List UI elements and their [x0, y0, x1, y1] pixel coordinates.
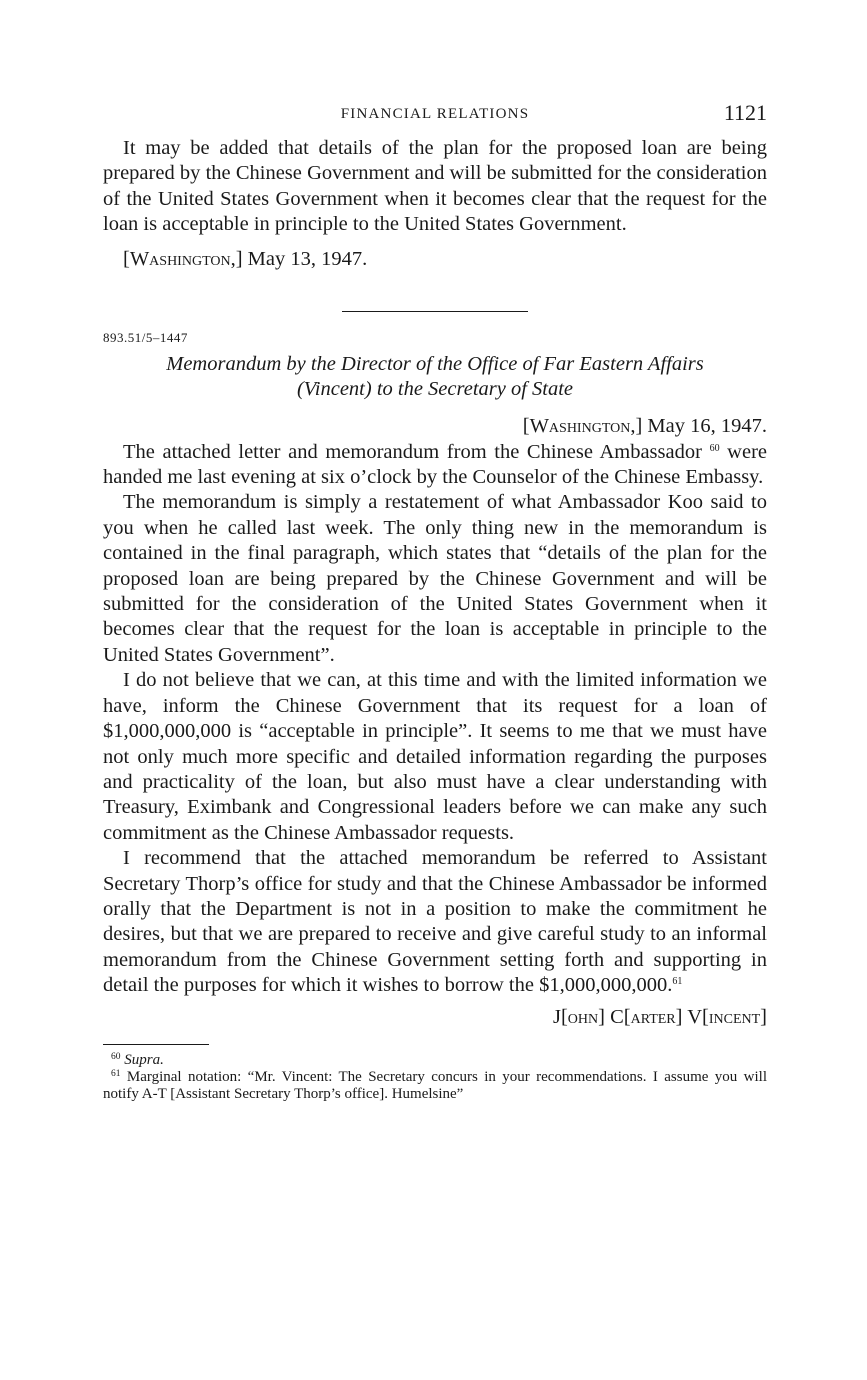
- footnote-text-61: Marginal notation: “Mr. Vincent: The Secretary concurs in your recommendations. I assume you will notify A-T [Assistant Secretary Thorp’s office]. Humelsine”: [103, 1068, 767, 1102]
- footnote-mark-60: 60: [111, 1051, 121, 1062]
- preceding-dateline-date: May 13, 1947.: [247, 247, 368, 270]
- document-title: [103, 352, 767, 403]
- document-title-line-1: Memorandum by the Director of the Office of Far Eastern Affairs: [166, 352, 704, 375]
- document-dateline-date: May 16, 1947.: [647, 414, 767, 437]
- footnote-61: [103, 1069, 767, 1103]
- document-title-line-2: (Vincent) to the Secretary of State: [296, 378, 574, 401]
- memorandum-body: [103, 440, 767, 999]
- body-paragraph-3: I do not believe that we can, at this time and with the limited information we have, inform the Chinese Government that its request for a loan of $1,000,000,000 is “acceptable in principle”. It seems to me that we must have not only much more specific and detailed information regarding the purposes and practicality of the loan, but also must have a clear understanding with Treasury, Eximbank and Congressional leaders before we can make any such commitment as the Chinese Ambassador requests.: [103, 669, 767, 844]
- footnote-ref-60: 60: [709, 442, 720, 454]
- body-paragraph-1: [103, 440, 767, 491]
- footnote-ref-61: 61: [672, 976, 683, 988]
- file-number: 893.51/5–1447: [103, 329, 188, 345]
- page-header: [103, 96, 767, 136]
- document-dateline-place: [Washington,]: [522, 414, 643, 437]
- body-paragraph-1-text-b: were handed me last evening at six o’clock by the Counselor of the Chinese Embassy.: [103, 440, 768, 489]
- body-paragraph-2: The memorandum is simply a restatement of what Ambassador Koo said to you when he called last week. The only thing new in the memorandum is contained in the final paragraph, which states that “details of the plan for the proposed loan are being prepared by the Chinese Government and will be submitted for the consideration of the United States Government when it becomes clear that the request for the loan is acceptable in principle to the United States Government”.: [103, 491, 767, 666]
- preceding-paragraph: It may be added that details of the plan for the proposed loan are being prepared by the Chinese Government and will be submitted for the consideration of the United States Government when it becomes clear that the request for the loan is acceptable in principle to the United States Government.: [103, 137, 767, 236]
- footnote-text-60: Supra.: [124, 1051, 164, 1068]
- footnote-60: [103, 1052, 767, 1069]
- preceding-dateline: [103, 246, 767, 272]
- running-head: FINANCIAL RELATIONS: [340, 106, 530, 122]
- body-paragraph-4-text: I recommend that the attached memorandum be referred to Assistant Secretary Thorp’s office for study and that the Chinese Ambassador be informed orally that the Department is not in a position to make the commitment he desires, but that we are prepared to receive and give careful study to an informal memorandum from the Chinese Government setting forth and supporting in detail the purposes for which it wishes to borrow the $1,000,000,000.: [103, 847, 767, 997]
- footnote-divider: [103, 1044, 209, 1045]
- preceding-dateline-place: [Washington,]: [123, 247, 243, 270]
- page-number: 1121: [723, 100, 767, 125]
- body-paragraph-1-text-a: The attached letter and memorandum from the Chinese Ambassador: [123, 440, 702, 463]
- document-dateline: [103, 413, 767, 439]
- signature: J[ohn] C[arter] V[incent]: [553, 1005, 767, 1028]
- footnotes: [103, 1052, 767, 1103]
- document-page: [103, 96, 767, 1103]
- body-paragraph-4: [103, 846, 767, 998]
- section-divider: [342, 311, 528, 312]
- footnote-mark-61: 61: [111, 1068, 121, 1079]
